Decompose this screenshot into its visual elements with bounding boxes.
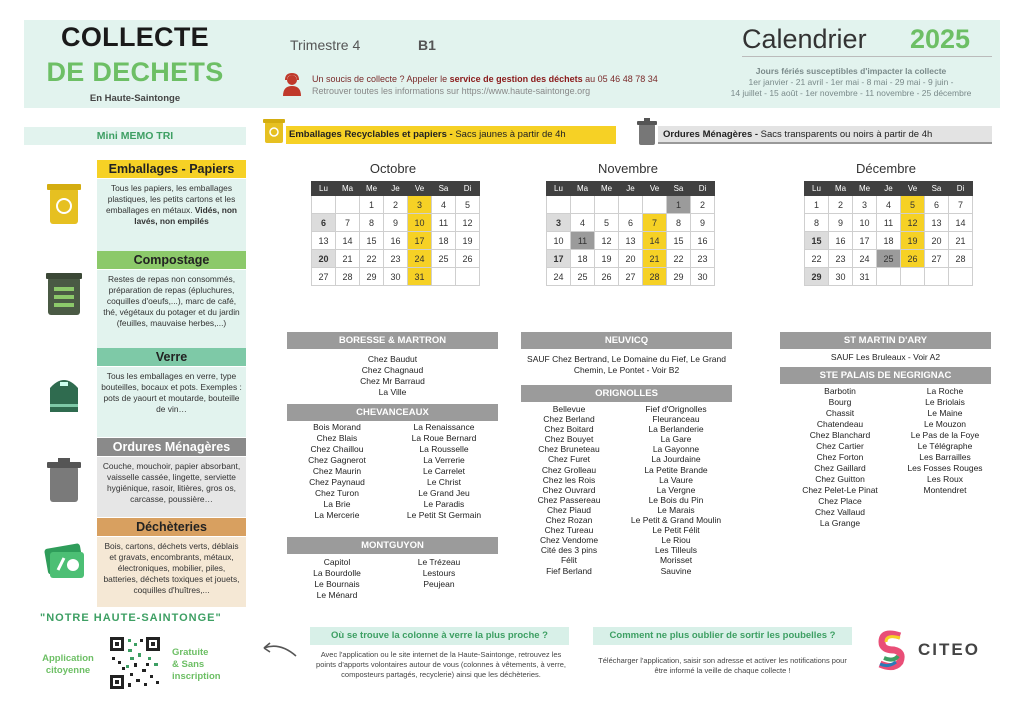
list-item: La Mercerie [314, 510, 360, 520]
list-item: Chez Baudut [367, 354, 418, 364]
list-item: Chez Bruneteau [538, 444, 600, 455]
day-cell: 7 [949, 196, 973, 214]
title-dechets: DE DECHETS [46, 57, 224, 87]
list-item: Le Paradis [423, 499, 465, 509]
day-cell: 9 [691, 214, 715, 232]
list-item: Chez Bouyet [544, 434, 594, 445]
yellow-bin-icon [262, 116, 286, 144]
zone-label: B1 [418, 37, 436, 53]
list-item: La Brie [323, 499, 351, 509]
list-item: Chez Vendome [539, 535, 599, 546]
weekday-header: Ma [336, 182, 360, 196]
question-glass-column: Où se trouve la colonne à verre la plus proche ? [310, 627, 569, 645]
day-cell: 15 [805, 232, 829, 250]
neuvicq-text: SAUF Chez Bertrand, Le Domaine du Fief, Le Grand Chemin, Le Pontet - Voir B2 [527, 354, 726, 375]
free-label: Gratuite & Sans inscription [172, 647, 221, 682]
list-item: Chez Mr Barraud [360, 376, 425, 386]
day-cell: 20 [619, 250, 643, 268]
day-cell: 19 [901, 232, 925, 250]
month-title-0: Octobre [369, 161, 417, 176]
header-divider [742, 56, 992, 57]
answer-reminder: Télécharger l'application, saisir son adresse et activer les notifications pour être informé la veille de chaque collecte ! [598, 656, 847, 675]
year-title: 2025 [910, 24, 971, 54]
list-item: Le Petit St Germain [406, 510, 482, 520]
list-item: Chez Guitton [815, 474, 865, 484]
phone-operator-icon [281, 72, 303, 96]
list-item: Chez Tureau [544, 525, 594, 536]
memo-body-1: Restes de repas non consommés, préparation de repas (épluchures, coquilles d'oeufs,...), marc de café, thé, végétaux du potager et du jardin (feuilles, mauvaise herbes,...) [97, 270, 246, 348]
day-cell: 12 [901, 214, 925, 232]
list-item: Chez les Rois [542, 474, 596, 485]
list-item: Chez Berland [543, 414, 595, 425]
list-item: Chez Maurin [312, 466, 362, 476]
list-item: Peujean [423, 579, 455, 589]
weekday-header: Di [949, 182, 973, 196]
weekday-header: Me [360, 182, 384, 196]
holidays-info: Jours fériés susceptibles d'impacter la collecte 1er janvier - 21 avril - 1er mai - 8 mai - 29 mai - 9 juin - 14 juillet - 15 août - 1er novembre - 11 novembre - 25 décembre [730, 66, 972, 98]
day-cell: 24 [853, 250, 877, 268]
list-item: Cité des 3 pins [540, 545, 598, 556]
list-item: Chez Blanchard [809, 430, 871, 440]
day-cell: 10 [853, 214, 877, 232]
weekday-header: Di [456, 182, 480, 196]
day-cell: 19 [595, 250, 619, 268]
list-item: Capitol [323, 557, 351, 567]
day-cell: 22 [667, 250, 691, 268]
day-cell: 24 [408, 250, 432, 268]
day-cell: 5 [901, 196, 925, 214]
list-item: La Rousselle [419, 444, 469, 454]
day-cell: 20 [925, 232, 949, 250]
day-cell: 8 [805, 214, 829, 232]
day-cell: 25 [571, 268, 595, 286]
list-item: La Gayonne [652, 444, 700, 455]
list-item: Chatendeau [816, 419, 864, 429]
section-neuvicq: NEUVICQ [521, 332, 732, 349]
ste-palais-col1 [780, 386, 900, 529]
list-item: Bois Morand [313, 422, 361, 432]
calendar-1 [546, 181, 715, 286]
day-cell: 8 [667, 214, 691, 232]
day-cell [643, 196, 667, 214]
title-collecte: COLLECTE [61, 22, 209, 52]
list-item: Les Fosses Rouges [907, 463, 983, 473]
day-cell: 7 [336, 214, 360, 232]
list-item: La Gare [660, 434, 692, 445]
list-item: Chez Blais [316, 433, 358, 443]
list-item: Le Bournais [314, 579, 360, 589]
day-cell: 18 [432, 232, 456, 250]
list-item: La Renaissance [413, 422, 475, 432]
day-cell [432, 268, 456, 286]
list-item: Chez Rozan [545, 515, 593, 526]
list-item: Le Grand Jeu [418, 488, 470, 498]
day-cell: 28 [949, 250, 973, 268]
subtitle-region: En Haute-Saintonge [89, 93, 181, 104]
section-boresse-martron: BORESSE & MARTRON [287, 332, 498, 349]
list-item: Les Barrailles [919, 452, 971, 462]
day-cell: 30 [691, 268, 715, 286]
st-martin-text: SAUF Les Bruleaux - Voir A2 [830, 352, 941, 362]
day-cell: 5 [595, 214, 619, 232]
day-cell: 31 [853, 268, 877, 286]
list-item: La Roue Bernard [411, 433, 477, 443]
day-cell: 8 [360, 214, 384, 232]
list-item: Le Mouzon [923, 419, 967, 429]
weekday-header: Ve [643, 182, 667, 196]
list-item: Le Marais [657, 504, 695, 515]
weekday-header: Me [853, 182, 877, 196]
memo-body-0: Tous les papiers, les emballages plastiques, les petits cartons et les emballages en métaux. Vidés, non lavés, non empilés [97, 179, 246, 251]
list-item: Fief d'Orignolles [645, 404, 707, 414]
day-cell: 9 [384, 214, 408, 232]
day-cell: 21 [949, 232, 973, 250]
list-item: Chez Pelet-Le Pinat [802, 485, 878, 495]
calendar-2 [804, 181, 973, 286]
day-cell: 26 [901, 250, 925, 268]
list-item: La Vergne [656, 484, 696, 495]
day-cell: 1 [360, 196, 384, 214]
day-cell: 12 [595, 232, 619, 250]
chevanceaux-col2 [389, 422, 499, 521]
day-cell: 23 [384, 250, 408, 268]
list-item: Chez Passereau [537, 494, 601, 505]
orignolles-col2 [620, 404, 732, 576]
list-item: Les Tilleuls [654, 545, 698, 556]
list-item: Le Maine [927, 408, 963, 418]
app-label: Application citoyenne [42, 653, 94, 676]
chevanceaux-col1 [287, 422, 387, 521]
qr-code-icon[interactable] [108, 635, 162, 691]
grey-bin-icon [42, 456, 86, 504]
day-cell [949, 268, 973, 286]
montguyon-col2 [389, 557, 489, 590]
list-item: La Jourdaine [651, 454, 701, 465]
day-cell: 23 [691, 250, 715, 268]
day-cell: 11 [877, 214, 901, 232]
list-item: Le Petit Félit [652, 525, 700, 536]
list-item: Montendret [923, 485, 967, 495]
day-cell: 3 [408, 196, 432, 214]
recycling-center-icon [42, 536, 86, 584]
day-cell: 26 [595, 268, 619, 286]
list-item: Chez Place [818, 496, 862, 506]
day-cell: 12 [456, 214, 480, 232]
list-item: Fleuranceau [652, 414, 700, 425]
day-cell: 21 [643, 250, 667, 268]
list-item: Chez Grolleau [541, 464, 597, 475]
day-cell [595, 196, 619, 214]
list-item: La Berlanderie [648, 424, 704, 435]
list-item: La Grange [819, 518, 861, 528]
list-item: Lestours [422, 568, 456, 578]
day-cell: 4 [571, 214, 595, 232]
day-cell: 21 [336, 250, 360, 268]
trimestre-label: Trimestre 4 [290, 37, 361, 53]
day-cell [901, 268, 925, 286]
yellow-bin-icon [42, 178, 86, 226]
day-cell: 14 [949, 214, 973, 232]
day-cell: 1 [667, 196, 691, 214]
day-cell: 25 [877, 250, 901, 268]
day-cell: 10 [408, 214, 432, 232]
memo-body-2: Tous les emballages en verre, type bouteilles, bocaux et pots. Exemples : pots de yaourt et moutarde, bouteille de vin… [97, 367, 246, 437]
day-cell: 11 [571, 232, 595, 250]
day-cell: 13 [619, 232, 643, 250]
list-item: Le Pas de la Foye [910, 430, 980, 440]
day-cell: 6 [619, 214, 643, 232]
day-cell: 4 [877, 196, 901, 214]
memo-body-4: Bois, cartons, déchets verts, déblais et gravats, encombrants, métaux, électroniques, mobilier, piles, batteries, déchets toxiques et jouets, coquilles d'huîtres,... [97, 537, 246, 607]
list-item: Bourg [828, 397, 852, 407]
list-item: Chez Gagnerot [308, 455, 366, 465]
day-cell: 1 [805, 196, 829, 214]
day-cell [547, 196, 571, 214]
list-item: Le Carrelet [422, 466, 466, 476]
day-cell: 7 [643, 214, 667, 232]
day-cell: 14 [643, 232, 667, 250]
list-item: Morisset [659, 555, 693, 566]
day-cell: 16 [829, 232, 853, 250]
list-item: Chez Boitard [544, 424, 594, 435]
day-cell: 16 [691, 232, 715, 250]
list-item: Chassit [825, 408, 855, 418]
list-item: Chez Cartier [816, 441, 864, 451]
haute-saintonge-logo [874, 628, 910, 672]
weekday-header: Lu [547, 182, 571, 196]
day-cell: 15 [360, 232, 384, 250]
day-cell [925, 268, 949, 286]
day-cell: 2 [691, 196, 715, 214]
list-item: Chez Paynaud [309, 477, 365, 487]
list-item: Le Télégraphe [917, 441, 973, 451]
list-item: Félit [560, 555, 578, 566]
section-orignolles: ORIGNOLLES [521, 385, 732, 402]
day-cell [619, 196, 643, 214]
day-cell: 13 [312, 232, 336, 250]
memo-title-3: Ordures Ménagères [97, 438, 246, 456]
list-item: La Vaure [659, 474, 693, 485]
weekday-header: Lu [805, 182, 829, 196]
day-cell: 3 [547, 214, 571, 232]
day-cell: 31 [408, 268, 432, 286]
list-item: Chez Chaillou [310, 444, 364, 454]
orignolles-col1 [521, 404, 617, 576]
day-cell: 3 [853, 196, 877, 214]
weekday-header: Sa [667, 182, 691, 196]
day-cell: 28 [336, 268, 360, 286]
calendar-0 [311, 181, 480, 286]
citeo-logo: CITEO [918, 640, 980, 659]
weekday-header: Je [384, 182, 408, 196]
weekday-header: Ve [901, 182, 925, 196]
memo-title-0: Emballages - Papiers [97, 160, 246, 178]
list-item: Sauvine [660, 565, 692, 576]
day-cell [336, 196, 360, 214]
list-item: Le Bois du Pin [648, 494, 704, 505]
day-cell: 17 [547, 250, 571, 268]
list-item: La Bourdolle [313, 568, 361, 578]
day-cell: 9 [829, 214, 853, 232]
arrow-left-icon [260, 640, 298, 660]
list-item: La Ville [378, 387, 407, 397]
day-cell: 24 [547, 268, 571, 286]
list-item: La Roche [926, 386, 964, 396]
day-cell: 5 [456, 196, 480, 214]
legend-yellow-bags: Emballages Recyclables et papiers - Sacs jaunes à partir de 4h [286, 126, 616, 144]
weekday-header: Je [619, 182, 643, 196]
day-cell: 14 [336, 232, 360, 250]
list-item: Le Riou [661, 535, 691, 546]
day-cell: 2 [829, 196, 853, 214]
list-item: Le Ménard [316, 590, 358, 600]
legend-grey-bags: Ordures Ménagères - Sacs transparents ou noirs à partir de 4h [658, 126, 992, 144]
weekday-header: Di [691, 182, 715, 196]
day-cell: 6 [925, 196, 949, 214]
list-item: Chez Chagnaud [361, 365, 424, 375]
day-cell: 30 [829, 268, 853, 286]
day-cell [456, 268, 480, 286]
day-cell: 19 [456, 232, 480, 250]
section-chevanceaux: CHEVANCEAUX [287, 404, 498, 421]
list-item: Chez Piaud [547, 504, 591, 515]
day-cell: 17 [853, 232, 877, 250]
day-cell [571, 196, 595, 214]
day-cell: 2 [384, 196, 408, 214]
list-item: Chez Vallaud [815, 507, 865, 517]
day-cell: 30 [384, 268, 408, 286]
weekday-header: Ve [408, 182, 432, 196]
day-cell: 22 [360, 250, 384, 268]
memo-title-4: Déchèteries [97, 518, 246, 536]
list-item: La Verrerie [423, 455, 465, 465]
list-item: Le Petit & Grand Moulin [630, 515, 722, 526]
weekday-header: Je [877, 182, 901, 196]
weekday-header: Sa [925, 182, 949, 196]
montguyon-col1 [287, 557, 387, 601]
support-info: Un soucis de collecte ? Appeler le service de gestion des déchets au 05 46 48 78 34 [312, 74, 658, 84]
day-cell [877, 268, 901, 286]
list-item: Les Roux [927, 474, 963, 484]
ste-palais-col2 [900, 386, 990, 496]
boresse-list [287, 354, 498, 398]
list-item: La Petite Brande [644, 464, 708, 475]
day-cell: 27 [312, 268, 336, 286]
memo-title-2: Verre [97, 348, 246, 366]
list-item: Le Briolais [925, 397, 965, 407]
list-item: Bellevue [552, 404, 586, 414]
month-title-2: Décembre [856, 161, 916, 176]
list-item: Chez Turon [315, 488, 359, 498]
question-reminder: Comment ne plus oublier de sortir les poubelles ? [593, 627, 852, 645]
day-cell: 15 [667, 232, 691, 250]
list-item: Le Trézeau [417, 557, 461, 567]
list-item: Chez Forton [816, 452, 864, 462]
weekday-header: Me [595, 182, 619, 196]
day-cell: 26 [456, 250, 480, 268]
day-cell: 18 [877, 232, 901, 250]
grey-bin-icon [636, 118, 658, 146]
day-cell: 29 [667, 268, 691, 286]
section-st-martin: ST MARTIN D'ARY [780, 332, 991, 349]
day-cell: 22 [805, 250, 829, 268]
day-cell: 29 [805, 268, 829, 286]
month-title-1: Novembre [598, 161, 658, 176]
day-cell: 29 [360, 268, 384, 286]
day-cell: 13 [925, 214, 949, 232]
weekday-header: Sa [432, 182, 456, 196]
list-item: Chez Gaillard [814, 463, 866, 473]
day-cell: 25 [432, 250, 456, 268]
day-cell: 17 [408, 232, 432, 250]
list-item: Chez Furet [547, 454, 591, 465]
day-cell: 16 [384, 232, 408, 250]
day-cell: 18 [571, 250, 595, 268]
compost-bin-icon [42, 269, 86, 317]
memo-title-1: Compostage [97, 251, 246, 269]
day-cell: 23 [829, 250, 853, 268]
day-cell: 6 [312, 214, 336, 232]
day-cell: 28 [643, 268, 667, 286]
list-item: Fief Berland [546, 565, 592, 576]
day-cell: 4 [432, 196, 456, 214]
answer-glass-column: Avec l'application ou le site internet de la Haute-Saintonge, retrouvez les points d'apports volontaires autour de vous (colonnes à vêtements, à verre, composteurs partagés, recyclerie) ainsi que les déchèteries. [316, 650, 566, 679]
calendar-title: Calendrier [742, 24, 867, 54]
weekday-header: Ma [571, 182, 595, 196]
day-cell [312, 196, 336, 214]
slogan: "NOTRE HAUTE-SAINTONGE" [40, 612, 222, 624]
website-info[interactable]: Retrouver toutes les informations sur https://www.haute-saintonge.org [312, 86, 591, 96]
section-ste-palais: STE PALAIS DE NEGRIGNAC [780, 367, 991, 384]
memo-tri-title: Mini MEMO TRI [24, 127, 246, 145]
day-cell: 20 [312, 250, 336, 268]
list-item: Le Christ [426, 477, 461, 487]
weekday-header: Ma [829, 182, 853, 196]
weekday-header: Lu [312, 182, 336, 196]
day-cell: 27 [619, 268, 643, 286]
list-item: Chez Ouvrard [542, 484, 596, 495]
section-montguyon: MONTGUYON [287, 537, 498, 554]
day-cell: 27 [925, 250, 949, 268]
glass-bin-icon [42, 366, 86, 414]
list-item: Barbotin [824, 386, 856, 396]
memo-body-3: Couche, mouchoir, papier absorbant, vaisselle cassée, lingette, serviette hygiénique, rasoir, litières, gros os, carcasse, poussière… [97, 457, 246, 517]
day-cell: 11 [432, 214, 456, 232]
day-cell: 10 [547, 232, 571, 250]
